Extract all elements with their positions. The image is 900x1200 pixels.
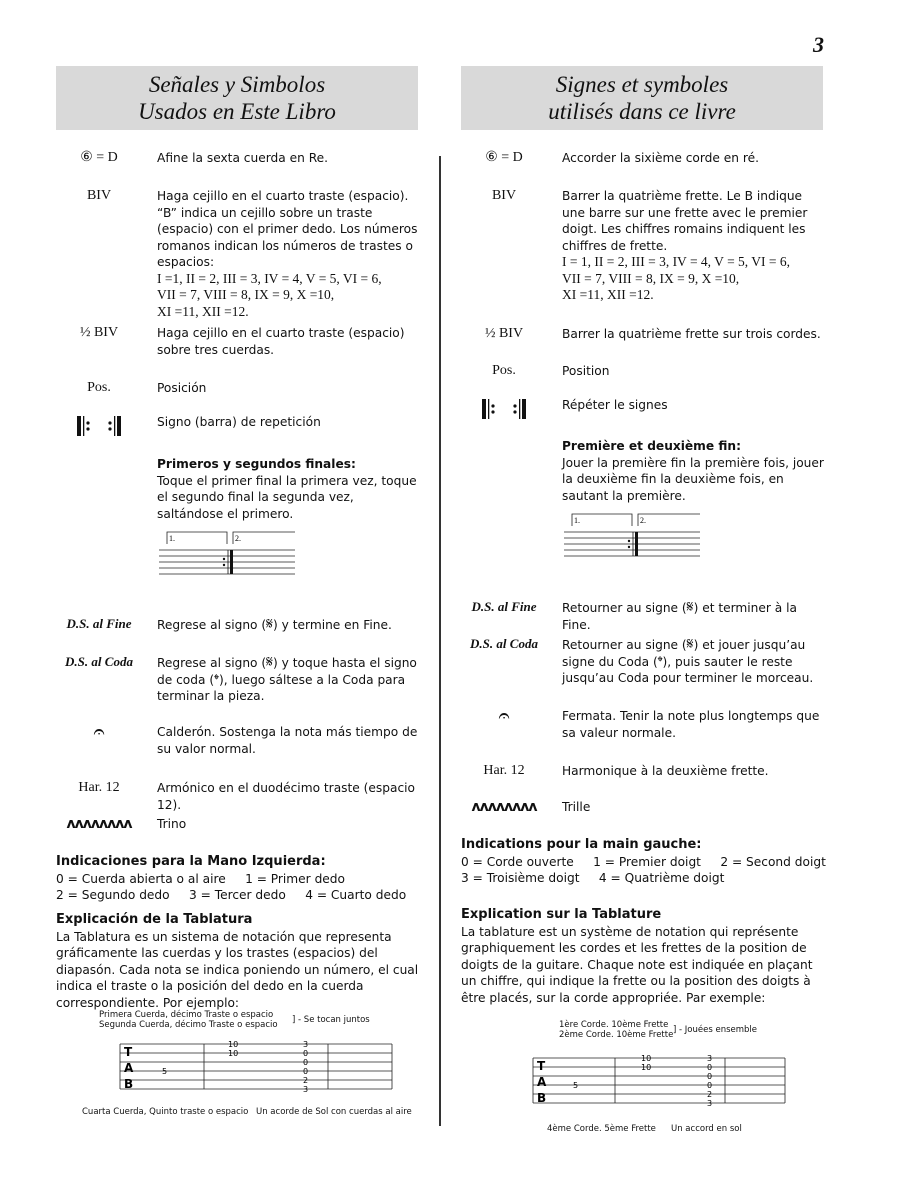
tab-chord-5: 2 [707,1090,713,1099]
trill-text: Trino [157,817,187,831]
tab-chord-2: 0 [707,1063,713,1072]
left-hand-line1: 0 = Cuerda abierta o al aire 1 = Primer dedo [56,871,345,886]
endings-text: Jouer la première fin la première fois, jouer la deuxième fin la deuxième fois, en sautant la première. [562,455,824,503]
tab-heading: Explication sur la Tablature [461,907,662,922]
ds-coda-desc [562,636,826,687]
tab-annotation-1: Primera Cuerda, décimo Traste o espacio [99,1010,274,1020]
tab-annotation-1: 1ère Corde. 10ème Frette [559,1020,669,1030]
tab-together-text: Se tocan juntos [303,1015,370,1025]
left-hand-heading: Indications pour la main gauche: [461,837,702,852]
tab-chord-6: 3 [707,1099,713,1108]
tab-chord-6: 3 [303,1085,309,1094]
segno-icon: 𝄋 [266,652,274,671]
tab-chord-2: 0 [303,1049,309,1058]
tab-letter-b: B [124,1077,134,1091]
left-hand-line1: 0 = Corde ouverte 1 = Premier doigt 2 = Second doigt [461,854,826,869]
tab-chord-1: 3 [707,1054,713,1063]
repeat-sign-icon [461,397,547,427]
half-barre-text: Haga cejillo en el cuarto traste (espacio) sobre tres cuerdas. [157,326,405,357]
tab-bottom-label-2: Un accord en sol [671,1124,742,1134]
ending-1-label: 1. [574,516,580,525]
endings-desc [157,456,421,585]
ds-fine-text-b: ) y termine en Fine. [273,618,392,632]
ds-fine-text-b: ) et terminer à la Fine. [562,601,797,632]
tab-bottom-label-1: 4ème Corde. 5ème Frette [547,1124,656,1134]
tab-letter-a: A [124,1061,134,1075]
trill-icon: ᴧᴧᴧᴧᴧᴧᴧᴧ [66,816,132,832]
tab-num-10b: 10 [641,1063,652,1072]
left-title [56,66,418,130]
left-hand-line2: 3 = Troisième doigt 4 = Quatrième doigt [461,871,725,885]
tab-chord-4: 0 [707,1081,713,1090]
tab-chord-1: 3 [303,1040,309,1049]
tab-chord-4: 0 [303,1067,309,1076]
tune-text: Afine la sexta cuerda en Re. [157,151,328,165]
barre-symbol: BIV [86,188,112,203]
coda-icon: 𝄌 [657,653,663,670]
ending-1-label: 1. [169,534,175,543]
tab-heading: Explicación de la Tablatura [56,912,253,927]
position-symbol: Pos. [87,380,111,395]
tab-num-10a: 10 [228,1040,239,1049]
ds-coda-text-b: ) et jouer jusqu’au signe du Coda ( [562,638,806,669]
endings-staff-diagram [562,512,702,562]
tab-chord-5: 2 [303,1076,309,1085]
right-title-line1: Signes et symboles [555,72,729,97]
tab-section [56,912,422,1011]
ds-coda-desc [157,654,421,705]
tab-annotation-2: Segunda Cuerda, décimo Traste o espacio [99,1020,278,1030]
ds-coda-text-a: Retourner au signe ( [562,638,687,652]
fermata-text: Fermata. Tenir la note plus longtemps que sa valeur normale. [562,709,820,740]
tab-num-10a: 10 [641,1054,652,1063]
fermata-icon: 𝄐 [498,705,510,727]
tab-chord-3: 0 [707,1072,713,1081]
ds-coda-text-c: ), luego sáltese a la Coda para terminar la pieza. [157,672,406,703]
fermata-icon: 𝄐 [93,721,105,743]
tab-num-5: 5 [162,1067,168,1076]
position-symbol: Pos. [492,363,516,378]
repeat-text: Signo (barra) de repetición [157,415,321,429]
tab-together-label: ] - Jouées ensemble [673,1025,758,1035]
fermata-text: Calderón. Sostenga la nota más tiempo de su valor normal. [157,725,418,756]
harmonic-text: Harmonique à la deuxième frette. [562,764,769,778]
tab-example-diagram [56,1010,422,1122]
tab-bottom-label-2: Un acorde de Sol con cuerdas al aire [256,1107,412,1117]
barre-desc [157,188,421,320]
tab-num-5: 5 [573,1081,579,1090]
tab-example-diagram [461,1020,827,1132]
endings-desc [562,438,826,567]
column-divider [439,156,441,1126]
segno-icon: 𝄋 [686,597,694,616]
barre-text: Barrer la quatrième frette. Le B indique une barre sur une frette avec le premier doigt. Les chiffres romains indiquent les chiffres de frette. [562,189,808,253]
page-number: 3 [813,32,824,57]
tab-letter-t: T [124,1045,133,1059]
ds-coda-symbol: D.S. al Coda [65,654,133,669]
endings-heading: Primeros y segundos finales: [157,457,356,471]
ds-fine-symbol: D.S. al Fine [471,599,537,614]
tab-letter-b: B [537,1091,547,1105]
left-column [56,66,419,1117]
endings-heading: Première et deuxième fin: [562,439,741,453]
tab-num-10b: 10 [228,1049,239,1058]
position-text: Position [562,364,610,378]
half-barre-text: Barrer la quatrième frette sur trois cordes. [562,327,821,341]
roman-line-1: I = 1, II = 2, III = 3, IV = 4, V = 5, VI = 6, [562,254,791,269]
tab-letter-t: T [537,1059,546,1073]
roman-line-1: I =1, II = 2, III = 3, IV = 4, V = 5, VI = 6, [157,270,382,286]
tab-bottom-label-1: Cuarta Cuerda, Quinto traste o espacio [82,1107,249,1117]
barre-text: Haga cejillo en el cuarto traste (espacio). “B” indica un cejillo sobre un traste (espacio) con el primer dedo. Los números romanos indican los números de trastes o espacios: [157,189,418,269]
tab-annotation-2: 2ème Corde. 10ème Frette [559,1030,674,1040]
segno-icon: 𝄋 [266,614,274,633]
right-column [461,66,826,1134]
repeat-sign-icon [56,414,142,444]
ds-fine-text-a: Regrese al signo ( [157,618,267,632]
ds-coda-text-c: ), puis sauter le reste jusqu’au Coda pour terminer le morceau. [562,654,814,685]
ds-fine-desc [157,616,421,634]
ds-fine-symbol: D.S. al Fine [66,616,132,631]
tab-staff [529,1050,789,1112]
coda-icon: 𝄌 [214,671,219,688]
ds-coda-text-a: Regrese al signo ( [157,656,267,670]
left-title-line2: Usados en Este Libro [138,99,336,124]
endings-staff-diagram [157,530,297,580]
ds-coda-symbol: D.S. al Coda [470,636,538,651]
harmonic-text: Armónico en el duodécimo traste (espacio 12). [157,781,416,812]
position-text: Posición [157,381,207,395]
left-hand-heading: Indicaciones para la Mano Izquierda: [56,854,326,869]
harmonic-symbol: Har. 12 [483,763,525,778]
tab-text: La tablature est un système de notation qui représente graphiquement les cordes et les frettes de la position de doigts de la guitare. Chaque note est indiquée en plaçant un chiffre, qui indique la frette ou la position des doigts à être placés, sur la corde appropriée. Par exemple: [461,924,813,1005]
tab-together-label: ] - Se tocan juntos [292,1015,370,1025]
half-barre-symbol: ½ BIV [484,326,524,341]
roman-line-3: XI =11, XII =12. [562,287,654,302]
tab-letter-a: A [537,1075,547,1089]
segno-icon: 𝄋 [686,634,694,653]
right-title-line2: utilisés dans ce livre [548,99,736,124]
tab-text: La Tablatura es un sistema de notación que representa gráficamente las cuerdas y los trastes (espacios) del diapasón. Cada nota se indica poniendo un número, el cual indica el traste o la posición del dedo en la cuerda correspondiente. Por ejemplo: [56,929,419,1010]
ds-fine-desc [562,599,826,633]
tab-section [461,907,827,1006]
ds-coda-text-b: ) y toque hasta el signo de coda ( [157,656,417,687]
ds-fine-text-a: Retourner au signe ( [562,601,687,615]
ending-2-label: 2. [235,534,241,543]
barre-desc [562,188,826,304]
roman-line-2: VII = 7, VIII = 8, IX = 9, X =10, [157,287,335,302]
tab-together-text: Jouées ensemble [684,1025,758,1035]
tune-symbol: ⑥ = D [485,150,523,165]
roman-line-3: XI =11, XII =12. [157,303,249,319]
tab-chord-3: 0 [303,1058,309,1067]
left-hand-line2: 2 = Segundo dedo 3 = Tercer dedo 4 = Cuarto dedo [56,888,407,902]
repeat-text: Répéter le signes [562,398,668,412]
trill-icon: ᴧᴧᴧᴧᴧᴧᴧᴧ [471,799,537,815]
ending-2-label: 2. [640,516,646,525]
harmonic-symbol: Har. 12 [78,780,120,795]
left-title-line1: Señales y Simbolos [148,72,326,97]
tune-text: Accorder la sixième corde en ré. [562,151,759,165]
left-hand-section [56,854,422,904]
tune-symbol: ⑥ = D [80,150,118,165]
roman-line-2: VII = 7, VIII = 8, IX = 9, X =10, [562,270,740,286]
left-hand-section [461,837,827,887]
trill-text: Trille [562,800,591,814]
half-barre-symbol: ½ BIV [79,325,119,340]
right-title [461,66,823,130]
barre-symbol: BIV [491,188,517,203]
endings-text: Toque el primer final la primera vez, toque el segundo final la segunda vez, saltándose el primero. [157,473,417,521]
tab-staff [116,1036,396,1098]
